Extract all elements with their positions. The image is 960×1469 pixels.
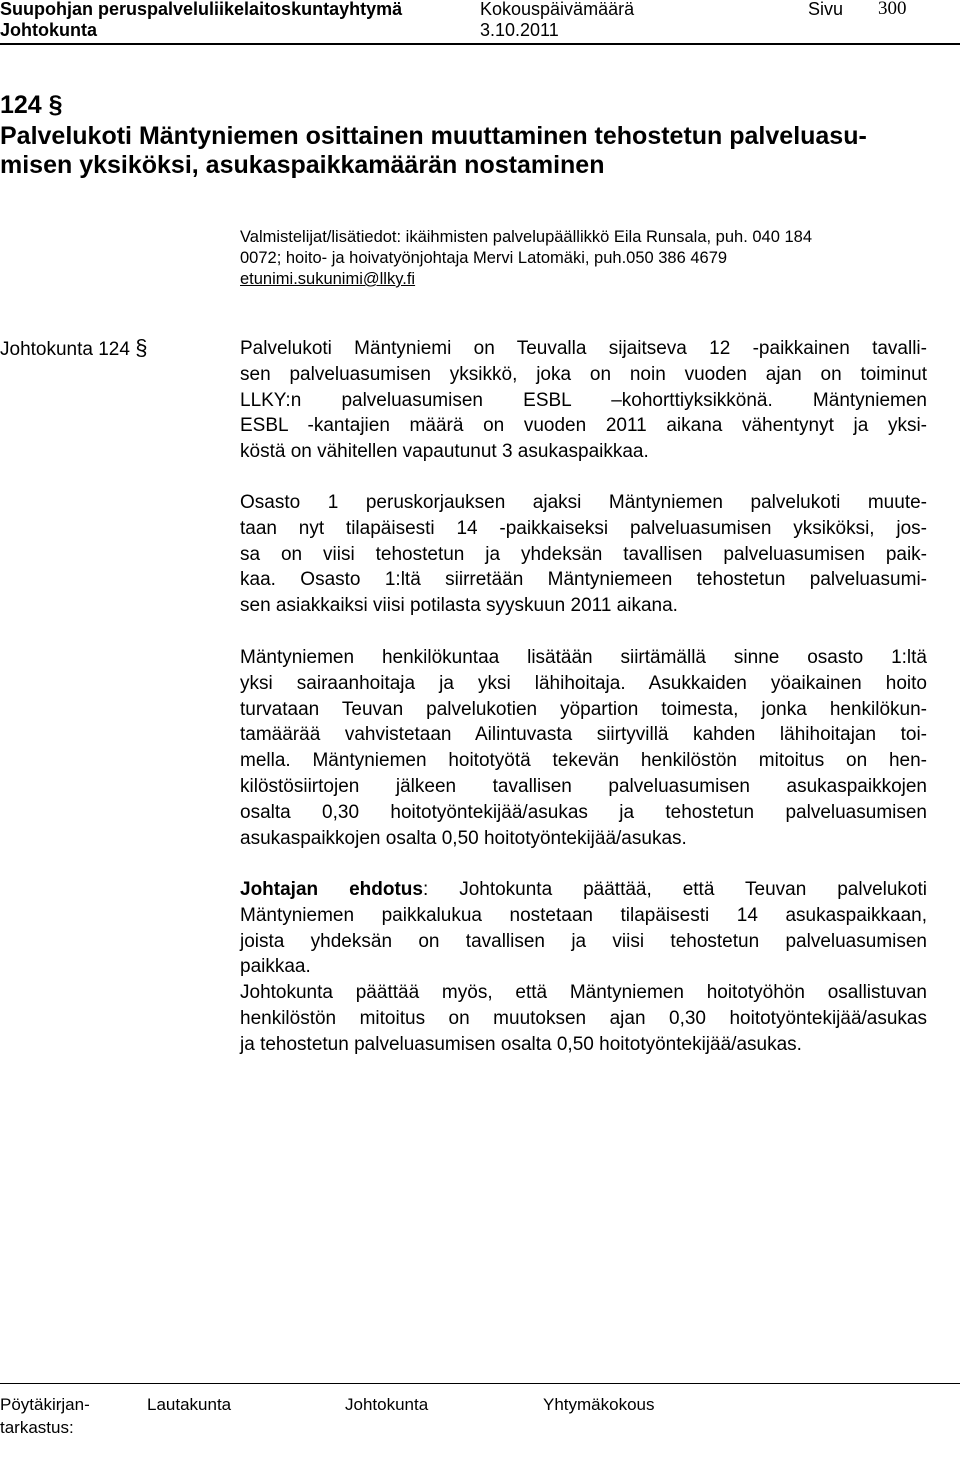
proposal-text: : Johtokunta päättää, että Teuvan palvelukoti [422, 879, 927, 900]
paragraph-2 [240, 490, 927, 619]
paragraph-line: Osasto 1 peruskorjauksen ajaksi Mäntyniemen palvelukoti muute- [240, 492, 927, 513]
preparer-email[interactable] [240, 269, 415, 290]
paragraph-line: ESBL -kantajien määrä on vuoden 2011 aikana vähentynyt ja yksi- [240, 415, 927, 437]
paragraph-line: sen palveluasumisen yksikkö, joka on noin vuoden ajan on toiminut [240, 363, 927, 385]
page-number: 300 [878, 0, 907, 19]
header-divider [0, 43, 960, 45]
paragraph-line [240, 877, 927, 903]
margin-label-text: Johtokunta 124 [0, 339, 130, 360]
paragraph-3 [240, 645, 927, 851]
proposal-paragraph [240, 877, 927, 980]
paragraph-line: paikkaa. [240, 956, 311, 978]
section-mark-icon: § [135, 335, 148, 360]
preparer-line-1: Valmistelijat/lisätiedot: ikäihmisten palvelupäällikkö Eila Runsala, puh. 040 184 [240, 228, 813, 246]
section-mark-icon: § [48, 91, 63, 119]
margin-label [0, 335, 147, 361]
decision-paragraph [240, 980, 927, 1057]
paragraph-line: kilöstösiirtojen jälkeen tavallisen palveluasumisen asukaspaikkojen [240, 775, 927, 797]
footer-divider [0, 1383, 960, 1384]
paragraph-line: köstä on vähitellen vapautunut 3 asukaspaikkaa. [240, 441, 649, 463]
email-link[interactable]: etunimi.sukunimi@llky.fi [240, 270, 416, 288]
preparer-line-2: 0072; hoito- ja hoivatyönjohtaja Mervi Latomäki, puh.050 386 4679 [240, 249, 728, 267]
footer-col-johtokunta: Johtokunta [345, 1395, 429, 1414]
paragraph-line: yksi sairaanhoitaja ja yksi lähihoitaja. Asukkaiden yöaikainen hoito [240, 672, 927, 694]
footer-label-line-2: tarkastus: [0, 1418, 74, 1437]
section-number: 124 [0, 91, 42, 119]
paragraph-1 [240, 336, 927, 465]
paragraph-line: LLKY:n palveluasumisen ESBL –kohorttiyksikkönä. Mäntyniemen [240, 389, 927, 411]
section-title-line-2: misen yksiköksi, asukaspaikkamäärän nostaminen [0, 151, 605, 179]
paragraph-line: Palvelukoti Mäntyniemi on Teuvalla sijaitseva 12 -paikkainen tavalli- [240, 338, 927, 359]
paragraph-line: joista yhdeksän on tavallisen ja viisi tehostetun palveluasumisen [240, 930, 927, 952]
paragraph-line: taan nyt tilapäisesti 14 -paikkaiseksi palveluasumisen yksiköksi, jos- [240, 517, 927, 539]
paragraph-line: asukaspaikkojen osalta 0,50 hoitotyöntekijää/asukas. [240, 827, 687, 849]
header-body-name: Johtokunta [0, 20, 97, 40]
page-label: Sivu [808, 0, 844, 19]
paragraph-line: turvataan Teuvan palvelukotien yöpartion toimesta, jonka henkilökun- [240, 698, 927, 720]
paragraph-line: Mäntyniemen henkilökuntaa lisätään siirtämällä sinne osasto 1:ltä [240, 647, 927, 668]
date-label: Kokouspäivämäärä [480, 0, 635, 19]
paragraph-line: tamäärää vahvistetaan Ailintuvasta siirtyvillä kahden lähihoitajan toi- [240, 724, 927, 746]
section-title-line-1: Palvelukoti Mäntyniemen osittainen muuttaminen tehostetun palveluasu- [0, 122, 867, 150]
paragraph-line: ja tehostetun palveluasumisen osalta 0,50 hoitotyöntekijää/asukas. [240, 1033, 802, 1055]
proposal-label: Johtajan ehdotus [240, 879, 423, 900]
paragraph-line: kaa. Osasto 1:ltä siirretään Mäntyniemeen tehostetun palveluasumi- [240, 569, 927, 591]
paragraph-line: henkilöstön mitoitus on muutoksen ajan 0,30 hoitotyöntekijää/asukas [240, 1007, 927, 1029]
footer-col-yhtymakokous: Yhtymäkokous [543, 1395, 655, 1414]
paragraph-line: mella. Mäntyniemen hoitotyötä tekevän henkilöstön mitoitus on hen- [240, 750, 927, 772]
footer-label-line-1: Pöytäkirjan- [0, 1395, 90, 1414]
organization-name: Suupohjan peruspalveluliikelaitoskuntayhtymä [0, 0, 403, 19]
paragraph-line: Mäntyniemen paikkalukua nostetaan tilapäisesti 14 asukaspaikkaan, [240, 904, 927, 926]
paragraph-line: Johtokunta päättää myös, että Mäntyniemen hoitotyöhön osallistuvan [240, 982, 927, 1003]
paragraph-line: sen asiakkaiksi viisi potilasta syyskuun 2011 aikana. [240, 595, 678, 617]
meeting-date: 3.10.2011 [480, 20, 559, 40]
paragraph-line: sa on viisi tehostetun ja yhdeksän tavallisen palveluasumisen paik- [240, 543, 927, 565]
section-heading [0, 88, 63, 122]
footer-col-lautakunta: Lautakunta [147, 1395, 232, 1414]
paragraph-line: osalta 0,30 hoitotyöntekijää/asukas ja tehostetun palveluasumisen [240, 801, 927, 823]
